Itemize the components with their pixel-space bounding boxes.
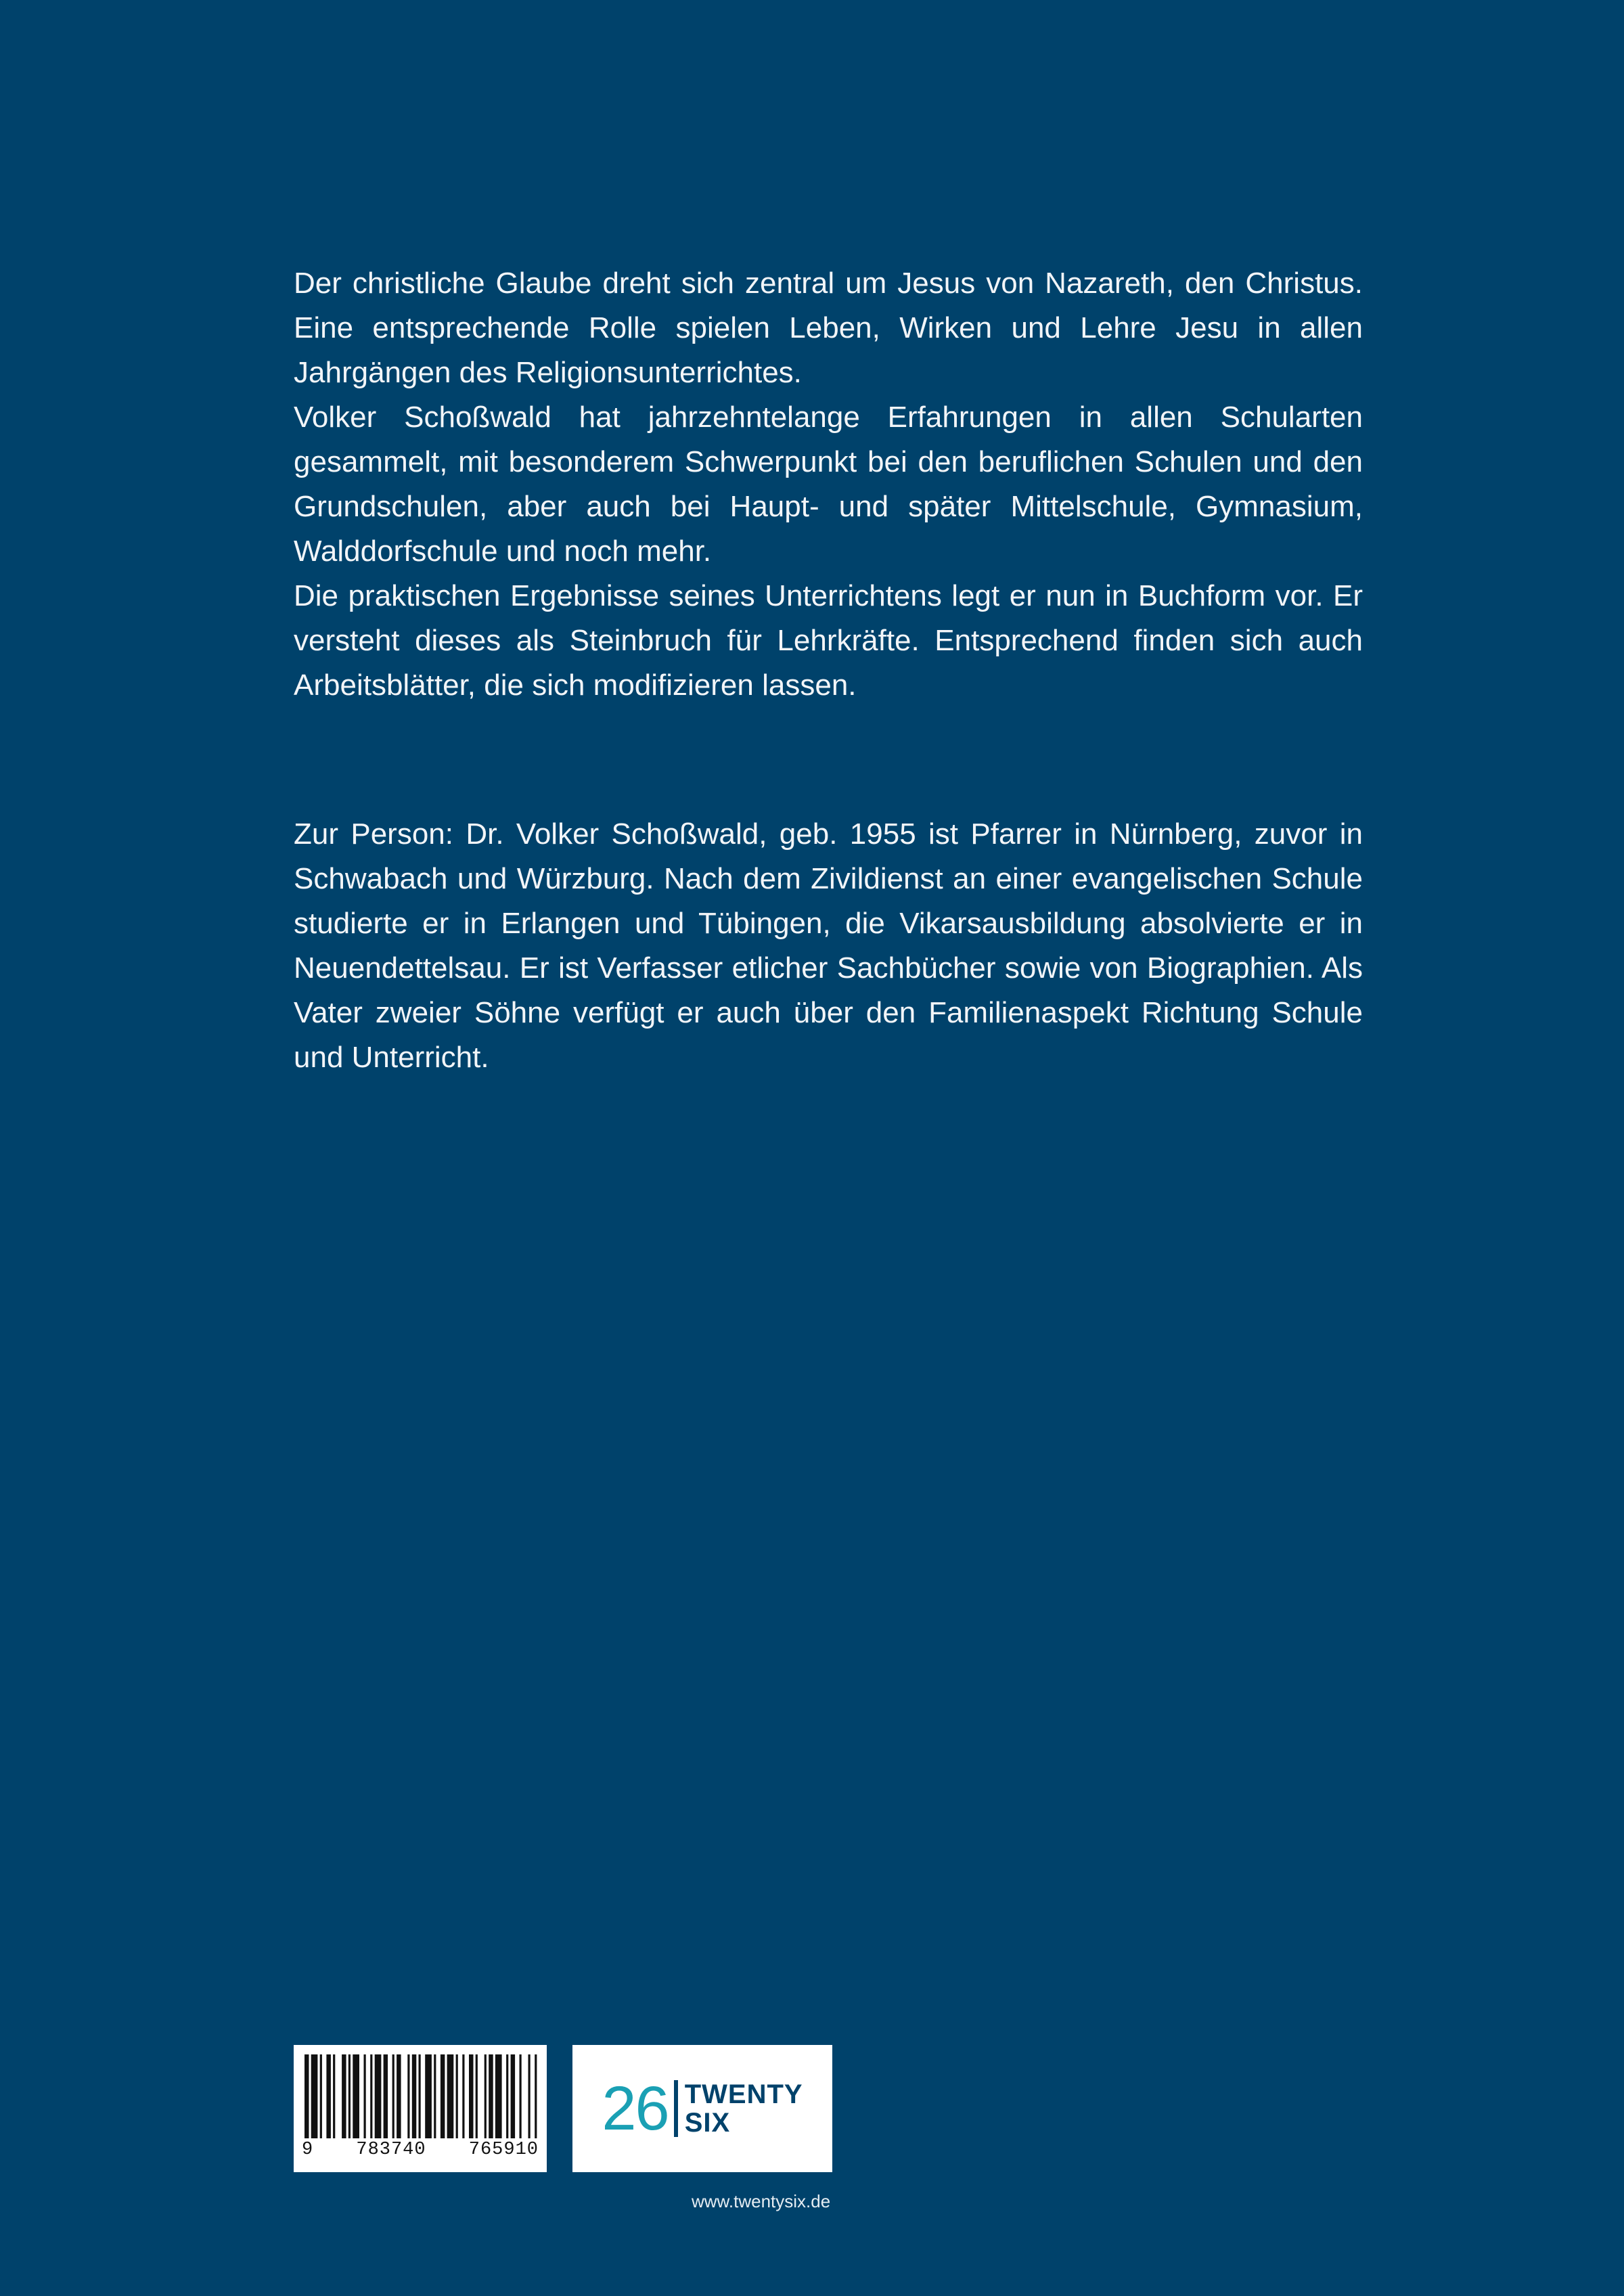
barcode-bar: [484, 2054, 487, 2138]
barcode-digits: [302, 2140, 539, 2160]
barcode-bar: [348, 2054, 351, 2138]
barcode-bar: [495, 2054, 502, 2138]
barcode-group-1: 783740: [356, 2140, 426, 2160]
barcode-bar: [353, 2054, 359, 2138]
barcode-bars: [302, 2054, 539, 2138]
logo-word-twenty: TWENTY: [684, 2079, 803, 2109]
barcode-bar: [375, 2054, 382, 2138]
barcode-bar: [511, 2054, 516, 2138]
blurb-paragraph-2: Volker Schoßwald hat jahrzehntelange Erfahrungen in allen Schularten gesammelt, mit besonderem Schwerpunkt bei den beruflichen Schulen und den Grundschulen, aber auch bei Haupt- und später Mittelschule, Gymnasium, Walddorfschule und noch mehr.: [294, 401, 1363, 568]
barcode-bar: [333, 2054, 335, 2138]
barcode-bar: [506, 2054, 508, 2138]
barcode-bar: [469, 2054, 474, 2138]
barcode-bar: [489, 2054, 493, 2138]
publisher-logo: [572, 2045, 832, 2172]
barcode-bar: [441, 2054, 445, 2138]
barcode-bar: [397, 2054, 401, 2138]
barcode-bar: [384, 2054, 388, 2138]
barcode-bar: [326, 2054, 331, 2138]
blurb-text: [294, 261, 1363, 708]
barcode-bar: [476, 2054, 478, 2138]
logo-word-six: SIX: [684, 2108, 731, 2138]
barcode-bar: [528, 2054, 531, 2138]
barcode-bar: [407, 2054, 409, 2138]
barcode-group-2: 765910: [468, 2140, 539, 2160]
barcode-bar: [320, 2054, 322, 2138]
publisher-website[interactable]: www.twentysix.de: [692, 2191, 831, 2211]
barcode-bar: [535, 2054, 537, 2138]
barcode-bar: [456, 2054, 458, 2138]
barcode-bar: [364, 2054, 366, 2138]
barcode-prefix: 9: [302, 2140, 314, 2160]
barcode-bar: [392, 2054, 394, 2138]
isbn-barcode: [294, 2045, 547, 2172]
barcode-bar: [342, 2054, 346, 2138]
logo-number: 26: [602, 2074, 669, 2143]
barcode-bar: [434, 2054, 436, 2138]
blurb-paragraph-3: Die praktischen Ergebnisse seines Unterrichtens legt er nun in Buchform vor. Er versteht dieses als Steinbruch für Lehrkräfte. Entsprechend finden sich auch Arbeitsblätter, die sich modifizieren lassen.: [294, 579, 1363, 702]
barcode-bar: [304, 2054, 309, 2138]
barcode-bar: [370, 2054, 372, 2138]
blurb-paragraph-1: Der christliche Glaube dreht sich zentral um Jesus von Nazareth, den Christus. Eine entsprechende Rolle spielen Leben, Wirken und Lehre Jesu in allen Jahrgängen des Religionsunterrichtes.: [294, 267, 1363, 389]
author-bio: [294, 812, 1363, 1080]
barcode-bar: [419, 2054, 421, 2138]
barcode-bar: [462, 2054, 464, 2138]
barcode-bar: [425, 2054, 432, 2138]
logo-divider: [674, 2080, 678, 2137]
barcode-bar: [520, 2054, 522, 2138]
barcode-bar: [412, 2054, 417, 2138]
barcode-bar: [311, 2054, 318, 2138]
barcode-bar: [447, 2054, 454, 2138]
author-bio-paragraph: Zur Person: Dr. Volker Schoßwald, geb. 1955 ist Pfarrer in Nürnberg, zuvor in Schwabach und Würzburg. Nach dem Zivildienst an einer evangelischen Schule studierte er in Erlangen und Tübingen, die Vikarsausbildung absolvierte er in Neuendettelsau. Er ist Verfasser etlicher Sachbücher sowie von Biographien. Als Vater zweier Söhne verfügt er auch über den Familienaspekt Richtung Schule und Unterricht.: [294, 817, 1363, 1074]
